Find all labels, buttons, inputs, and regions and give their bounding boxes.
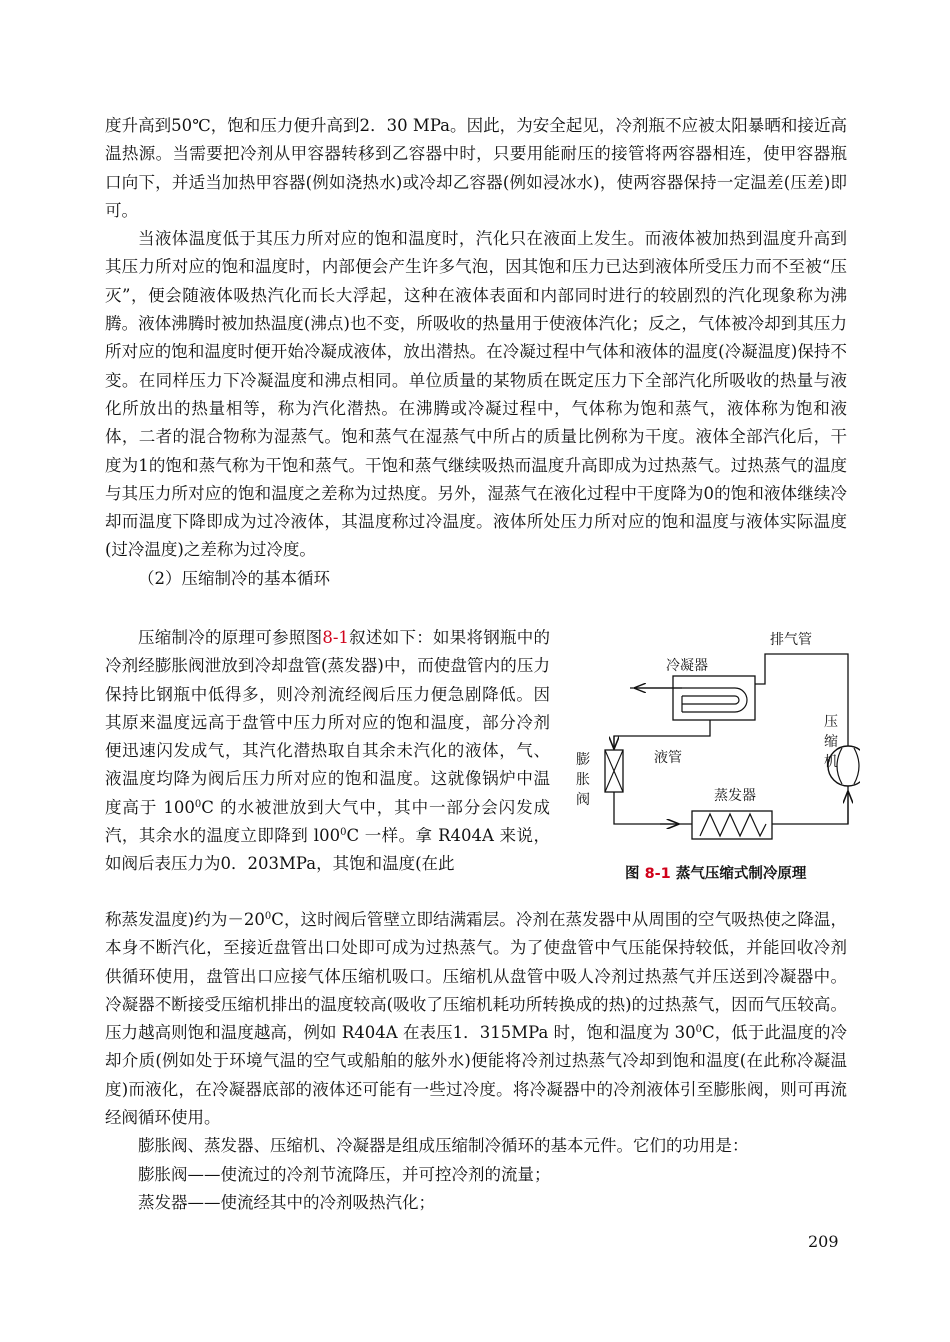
left-column-text	[105, 624, 550, 879]
paragraph-boiling: 当液体温度低于其压力所对应的饱和温度时，汽化只在液面上发生。而液体被加热到温度升高到其压力所对应的饱和温度时，内部便会产生许多气泡，因其饱和压力已达到液体所受压力而不至被“压灭”，便会随液体吸热汽化而长大浮起，这种在液体表面和内部同时进行的较剧烈的汽化现象称为沸腾。液体沸腾时被加热温度(沸点)也不变，所吸收的热量用于使液体汽化；反之，气体被冷却到其压力所对应的饱和温度时便开始冷凝成液体，放出潜热。在冷凝过程中气体和液体的温度(冷凝温度)保持不变。在同样压力下冷凝温度和沸点相同。单位质量的某物质在既定压力下全部汽化所吸收的热量与液化所放出的热量相等，称为汽化潜热。在沸腾或冷凝过程中，气体称为饱和蒸气，液体称为饱和液体，二者的混合物称为湿蒸气。饱和蒸气在湿蒸气中所占的质量比例称为干度。液体全部汽化后，干度为1的饱和蒸气称为干饱和蒸气。干饱和蒸气继续吸热而温度升高即成为过热蒸气。过热蒸气的温度与其压力所对应的饱和温度之差称为过热度。另外，湿蒸气在液化过程中干度降为0的饱和液体继续冷却而温度下降即成为过冷液体，其温度称过冷温度。液体所处压力所对应的饱和温度与液体实际温度(过冷温度)之差称为过冷度。	[105, 229, 847, 560]
paragraph-principle: 压缩制冷的原理可参照图8-1叙述如下：如果将钢瓶中的冷剂经膨胀阀泄放到冷却盘管(蒸发器)中，而使盘管内的压力保持比钢瓶中低得多，则冷剂流经阀后压力便急剧降低。因其原来温度远高于盘管中压力所对应的饱和温度，部分冷剂便迅速闪发成气，其汽化潜热取自其余未汽化的液体，气、液温度均降为阀后压力所对应的饱和温度。这就像锅炉中温度高于 $100^0C$ 的水被泄放到大气中，其中一部分会闪发成汽，其余水的温度立即降到 $l00^0C$ 一样。拿 R404A 来说，如阀后表压力为0．203MPa，其饱和温度(在此	[105, 628, 551, 874]
label-evaporator: 蒸发器	[714, 788, 756, 804]
caption-figure-number: 8-1	[644, 866, 671, 882]
label-condenser: 冷凝器	[666, 658, 708, 674]
bottom-text-block	[105, 906, 847, 1217]
label-compressor: 压缩机	[824, 714, 838, 770]
page-number: 209	[808, 1232, 839, 1251]
paragraph-valve-role: 膨胀阀——使流过的冷剂节流降压，并可控冷剂的流量；	[138, 1164, 551, 1184]
paragraph-continued: 度升高到50℃，饱和压力便升高到2．30 MPa。因此，为安全起见，冷剂瓶不应被太阳暴晒和接近高温热源。当需要把冷剂从甲容器转移到乙容器中时，只要用能耐压的接管将两容器相连，使甲容器瓶口向下，并适当加热甲容器(例如浇热水)或冷却乙容器(例如浸冰水)，使两容器保持一定温差(压差)即可。	[105, 116, 847, 220]
label-liquid-pipe: 液管	[654, 750, 682, 766]
label-expansion-valve: 膨胀阀	[576, 752, 590, 808]
diagram-svg	[570, 624, 860, 864]
figure-caption: 图 8-1 蒸气压缩式制冷原理	[625, 866, 807, 882]
paragraph-components: 膨胀阀、蒸发器、压缩机、冷凝器是组成压缩制冷循环的基本元件。它们的功用是：	[138, 1136, 749, 1156]
top-text-block	[105, 112, 847, 593]
liquid-pipe-line	[614, 720, 710, 746]
figure-reference[interactable]: 8-1	[322, 628, 349, 647]
label-exhaust-pipe: 排气管	[770, 632, 812, 648]
section-heading: （2）压缩制冷的基本循环	[138, 568, 330, 588]
paragraph-evaporator-role: 蒸发器——使流经其中的冷剂吸热汽化；	[138, 1192, 435, 1212]
refrigeration-diagram	[570, 624, 860, 894]
paragraph-cycle: 称蒸发温度)约为$-20^0C$，这时阀后管壁立即结满霜层。冷剂在蒸发器中从周围的空气吸热使之降温，本身不断汽化，至接近盘管出口处即可成为过热蒸气。为了使盘管中气压能保持较低，并能回收冷剂供循环使用，盘管出口应接气体压缩机吸口。压缩机从盘管中吸人冷剂过热蒸气并压送到冷凝器中。冷凝器不断接受压缩机排出的温度较高(吸收了压缩机耗功所转换成的热)的过热蒸气，因而气压较高。压力越高则饱和温度越高，例如 R404A 在表压1．315MPa 时，饱和温度为 $30^0C$，低于此温度的冷却介质(例如处于环境气温的空气或船舶的舷外水)便能将冷剂过热蒸气冷却到饱和温度(在此称冷凝温度)而液化，在冷凝器底部的液体还可能有一些过冷度。将冷凝器中的冷剂液体引至膨胀阀，则可再流经阀循环使用。	[105, 910, 847, 1128]
condenser-shell	[673, 676, 755, 720]
evaporator-coil	[700, 814, 766, 836]
condenser-coil	[630, 688, 747, 712]
